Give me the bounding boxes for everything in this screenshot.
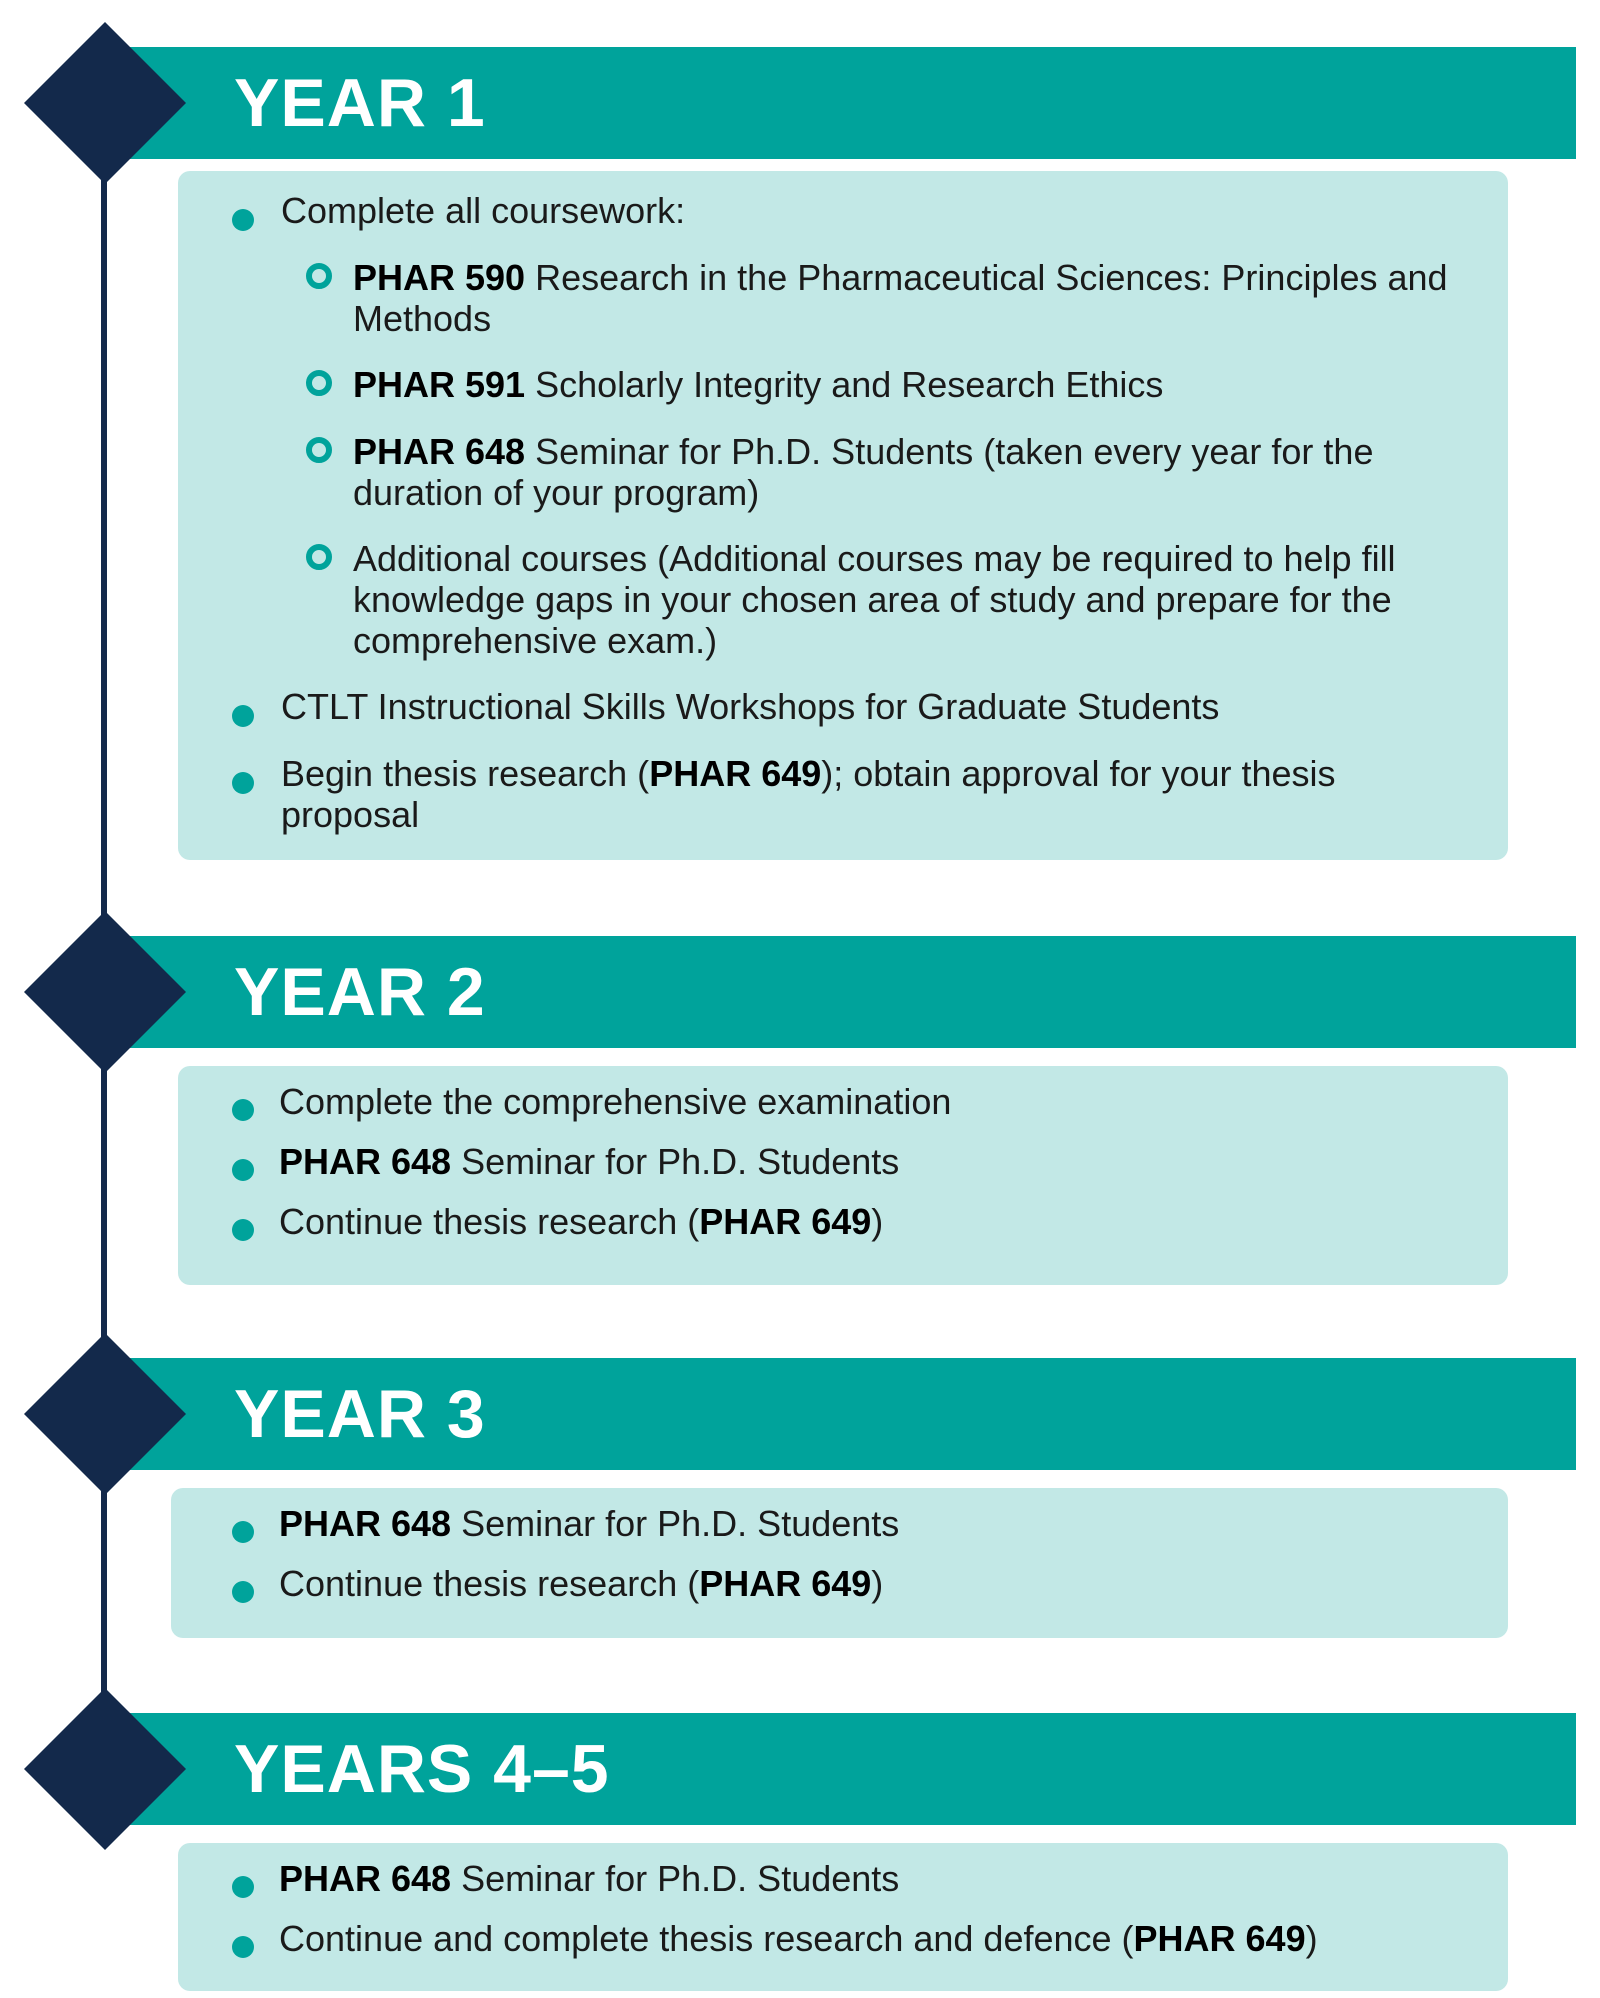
section-title: YEAR 3 <box>234 1376 486 1452</box>
list-item: Continue thesis research (PHAR 649) <box>279 1563 884 1604</box>
list-item: CTLT Instructional Skills Workshops for Graduate Students <box>281 686 1220 727</box>
year-2-banner <box>104 936 1576 1048</box>
list-item: Continue and complete thesis research and defence (PHAR 649) <box>279 1918 1318 1959</box>
section-title: YEAR 2 <box>234 954 486 1030</box>
list-item: Complete the comprehensive examination <box>279 1081 952 1122</box>
bullet-dot <box>232 1581 254 1603</box>
diamond-marker <box>24 1333 186 1495</box>
sub-bullet-ring <box>306 437 332 463</box>
list-item: PHAR 648 Seminar for Ph.D. Students (taken every year for the duration of your program) <box>353 431 1374 513</box>
years-4-5-banner <box>104 1713 1576 1825</box>
sub-bullet-ring <box>306 544 332 570</box>
list-item: PHAR 648 Seminar for Ph.D. Students <box>279 1858 900 1899</box>
year-1-panel <box>178 171 1508 860</box>
sub-bullet-ring <box>306 370 332 396</box>
bullet-dot <box>232 209 254 231</box>
list-item: PHAR 648 Seminar for Ph.D. Students <box>279 1503 900 1544</box>
year-3-panel <box>171 1488 1508 1638</box>
diamond-marker <box>24 1688 186 1850</box>
list-item: Complete all coursework: <box>281 190 686 231</box>
list-item: PHAR 648 Seminar for Ph.D. Students <box>279 1141 900 1182</box>
year-1-banner <box>104 47 1576 159</box>
bullet-dot <box>232 705 254 727</box>
bullet-dot <box>232 772 254 794</box>
list-item: PHAR 591 Scholarly Integrity and Research Ethics <box>353 364 1164 405</box>
years-4-5-panel <box>178 1843 1508 1991</box>
bullet-dot <box>232 1219 254 1241</box>
bullet-dot <box>232 1521 254 1543</box>
list-item: Additional courses (Additional courses may be required to help fill knowledge gaps in your chosen area of study and prepare for the comprehensive exam.) <box>353 538 1396 661</box>
list-item: Continue thesis research (PHAR 649) <box>279 1201 884 1242</box>
bullet-dot <box>232 1099 254 1121</box>
bullet-dot <box>232 1876 254 1898</box>
list-item: PHAR 590 Research in the Pharmaceutical Sciences: Principles and Methods <box>353 257 1448 339</box>
bullet-dot <box>232 1159 254 1181</box>
diamond-marker <box>24 22 186 184</box>
sub-bullet-ring <box>306 263 332 289</box>
year-3-banner <box>104 1358 1576 1470</box>
bullet-dot <box>232 1936 254 1958</box>
year-2-panel <box>178 1066 1508 1285</box>
diamond-marker <box>24 911 186 1073</box>
list-item: Begin thesis research (PHAR 649); obtain approval for your thesis proposal <box>281 753 1336 835</box>
section-title: YEARS 4–5 <box>234 1731 610 1807</box>
section-title: YEAR 1 <box>234 65 486 141</box>
